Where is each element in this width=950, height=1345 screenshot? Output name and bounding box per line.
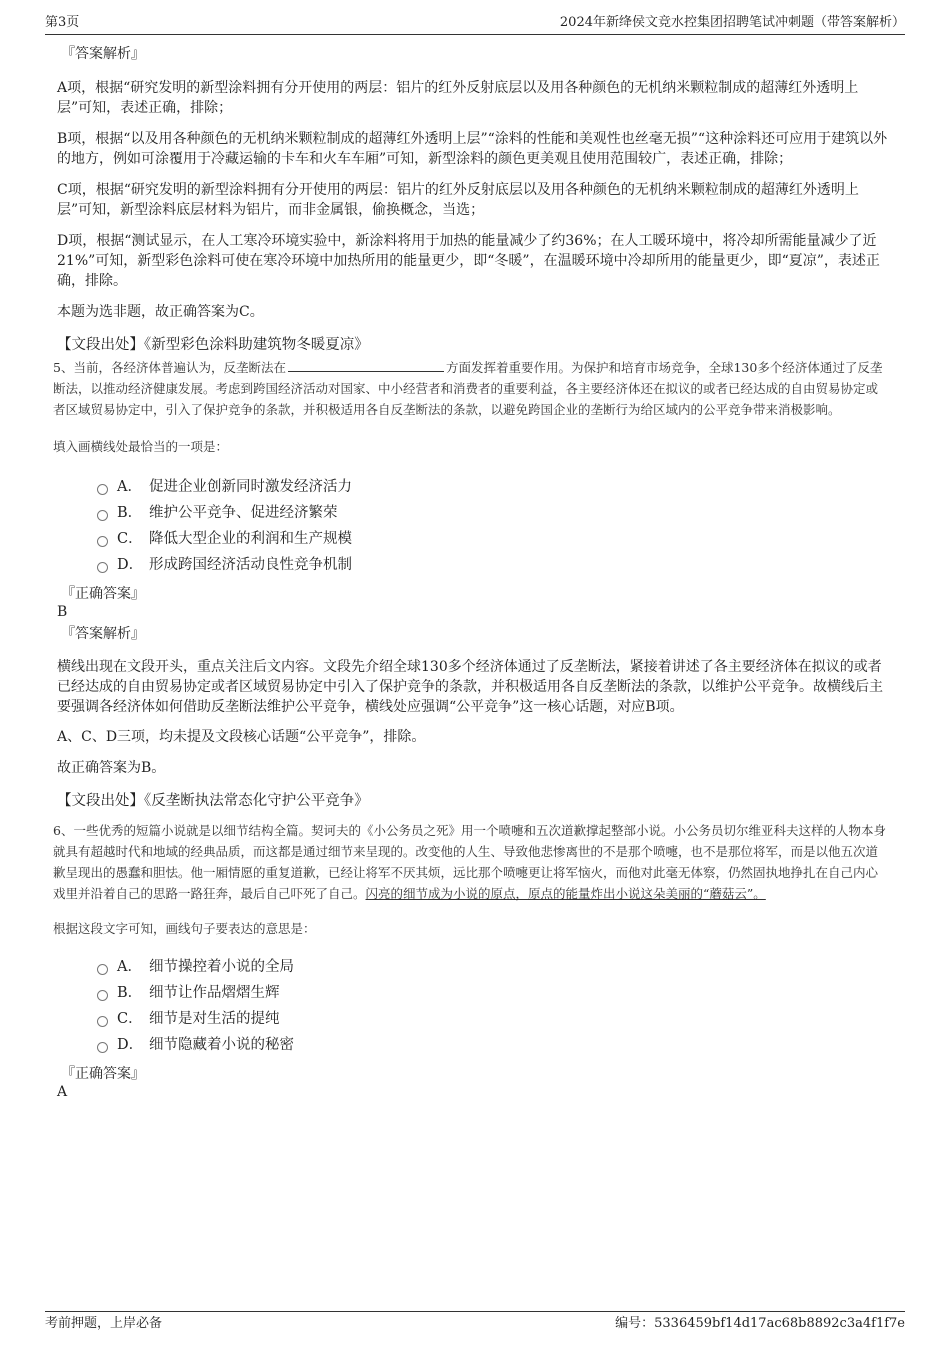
radio-icon[interactable] [97,990,108,1001]
document-title: 2024年新绛侯文竞水控集团招聘笔试冲刺题（带答案解析） [559,15,905,30]
q4-analysis-title: 『答案解析』 [61,46,145,62]
q6-underlined-sentence: 闪亮的细节成为小说的原点，原点的能量炸出小说这朵美丽的“蘑菇云”。 [365,886,766,901]
q6-answer-title: 『正确答案』 [61,1066,145,1082]
q6-answer: A [57,1084,68,1100]
footer-slogan: 考前押题，上岸必备 [45,1316,163,1331]
q6-options [97,954,890,1058]
page-number: 第3页 [45,15,80,30]
q6-option-b[interactable]: B． 细节让作品熠熠生辉 [97,980,890,1006]
q5-source: 【文段出处】《反垄断执法常态化守护公平竞争》 [57,793,369,809]
page-footer [45,1311,905,1334]
q5-analysis-1: 横线出现在文段开头，重点关注后文内容。文段先介绍全球130多个经济体通过了反垄断法，紧接着讲述了各主要经济体在拟议的或者已经达成的自由贸易协定或者区域贸易协定中引入了保护竞争的条款，并积极适用各自反垄断法的条款，以维护公平竞争。故横线后主要强调各经济体如何借助反垄断法维护公平竞争，横线处应强调“公平竞争”这一核心话题，对应B项。 [57,659,883,715]
q5-answer: B [57,604,68,620]
q4-source: 【文段出处】《新型彩色涂料助建筑物冬暖夏凉》 [57,337,369,353]
radio-icon[interactable] [97,1042,108,1053]
document-content [53,44,890,1101]
q5-analysis-title: 『答案解析』 [61,626,145,642]
radio-icon[interactable] [97,964,108,975]
radio-icon[interactable] [97,562,108,573]
q5-stem-before: 5、当前，各经济体普遍认为，反垄断法在 [53,360,286,375]
q4-conclusion: 本题为选非题，故正确答案为C。 [57,304,264,320]
q4-analysis-c: C项，根据“研究发明的新型涂料拥有分开使用的两层：铝片的红外反射底层以及用各种颜色的无机纳米颗粒制成的超薄红外透明上层”可知，新型涂料底层材料为铝片，而非金属银，偷换概念，当选； [57,182,859,218]
q6-stem [53,820,890,904]
q5-options [97,474,890,578]
q5-blank-line [288,359,444,372]
q5-prompt: 填入画横线处最恰当的一项是： [53,439,229,454]
q4-analysis-d: D项，根据“测试显示，在人工寒冷环境实验中，新涂料将用于加热的能量减少了约36%；在人工暖环境中，将冷却所需能量减少了近21%”可知，新型彩色涂料可使在寒冷环境中加热所用的能量更少，即“冬暖”，在温暖环境中冷却所用的能量更少，即“夏凉”，表述正确，排除。 [57,233,880,289]
q5-answer-title: 『正确答案』 [61,586,145,602]
q5-option-b[interactable]: B． 维护公平竞争、促进经济繁荣 [97,500,890,526]
q5-option-a[interactable]: A． 促进企业创新同时激发经济活力 [97,474,890,500]
radio-icon[interactable] [97,510,108,521]
footer-serial: 编号：5336459bf14d17ac68b8892c3a4f1f7e [615,1316,905,1331]
q6-option-d[interactable]: D． 细节隐藏着小说的秘密 [97,1032,890,1058]
radio-icon[interactable] [97,1016,108,1027]
radio-icon[interactable] [97,536,108,547]
q5-analysis-2: A、C、D三项，均未提及文段核心话题“公平竞争”，排除。 [57,729,426,745]
q4-analysis-a: A项，根据“研究发明的新型涂料拥有分开使用的两层：铝片的红外反射底层以及用各种颜色的无机纳米颗粒制成的超薄红外透明上层”可知，表述正确，排除； [57,80,859,116]
q5-stem-after: 方面发挥着重要作用。为保护和培育市场竞争，全球130多个经济体通过了反垄断法，以推动经济健康发展。考虑到跨国经济活动对国家、中小经营者和消费者的重要利益，各主要经济体还在拟议的或者已经达成的自由贸易协定或者区域贸易协定中，引入了保护竞争的条款，并积极适用各自反垄断法的条款，以避免跨国企业的垄断行为给区域内的公平竞争带来消极影响。 [53,360,883,417]
q5-option-c[interactable]: C． 降低大型企业的利润和生产规模 [97,526,890,552]
q4-analysis-b: B项，根据“以及用各种颜色的无机纳米颗粒制成的超薄红外透明上层”“涂料的性能和美观性也丝毫无损”“这种涂料还可应用于建筑以外的地方，例如可涂覆用于冷藏运输的卡车和火车车厢”可知，新型涂料的颜色更美观且使用范围较广，表述正确，排除； [57,131,888,167]
q6-option-c[interactable]: C． 细节是对生活的提纯 [97,1006,890,1032]
radio-icon[interactable] [97,484,108,495]
page-header [45,12,905,35]
q5-conclusion: 故正确答案为B。 [57,760,166,776]
q5-stem [53,357,890,420]
q6-stem-before: 6、一些优秀的短篇小说就是以细节结构全篇。契诃夫的《小公务员之死》用一个喷嚏和五次道歉撑起整部小说。小公务员切尔维亚科夫这样的人物本身就具有超越时代和地域的经典品质，而这都是通过细节来呈现的。改变他的人生、导致他悲惨离世的不是那个喷嚏，也不是那位将军，而是以他五次道歉呈现出的愚蠢和胆怯。他一厢情愿的重复道歉，已经让将军不厌其烦，远比那个喷嚏更让将军恼火，而他对此毫无体察，仍然固执地挣扎在自己内心戏里并沿着自己的思路一路狂奔，最后自己吓死了自己。 [53,823,886,901]
q6-prompt: 根据这段文字可知，画线句子要表达的意思是： [53,921,316,936]
q5-option-d[interactable]: D． 形成跨国经济活动良性竞争机制 [97,552,890,578]
q6-option-a[interactable]: A． 细节操控着小说的全局 [97,954,890,980]
